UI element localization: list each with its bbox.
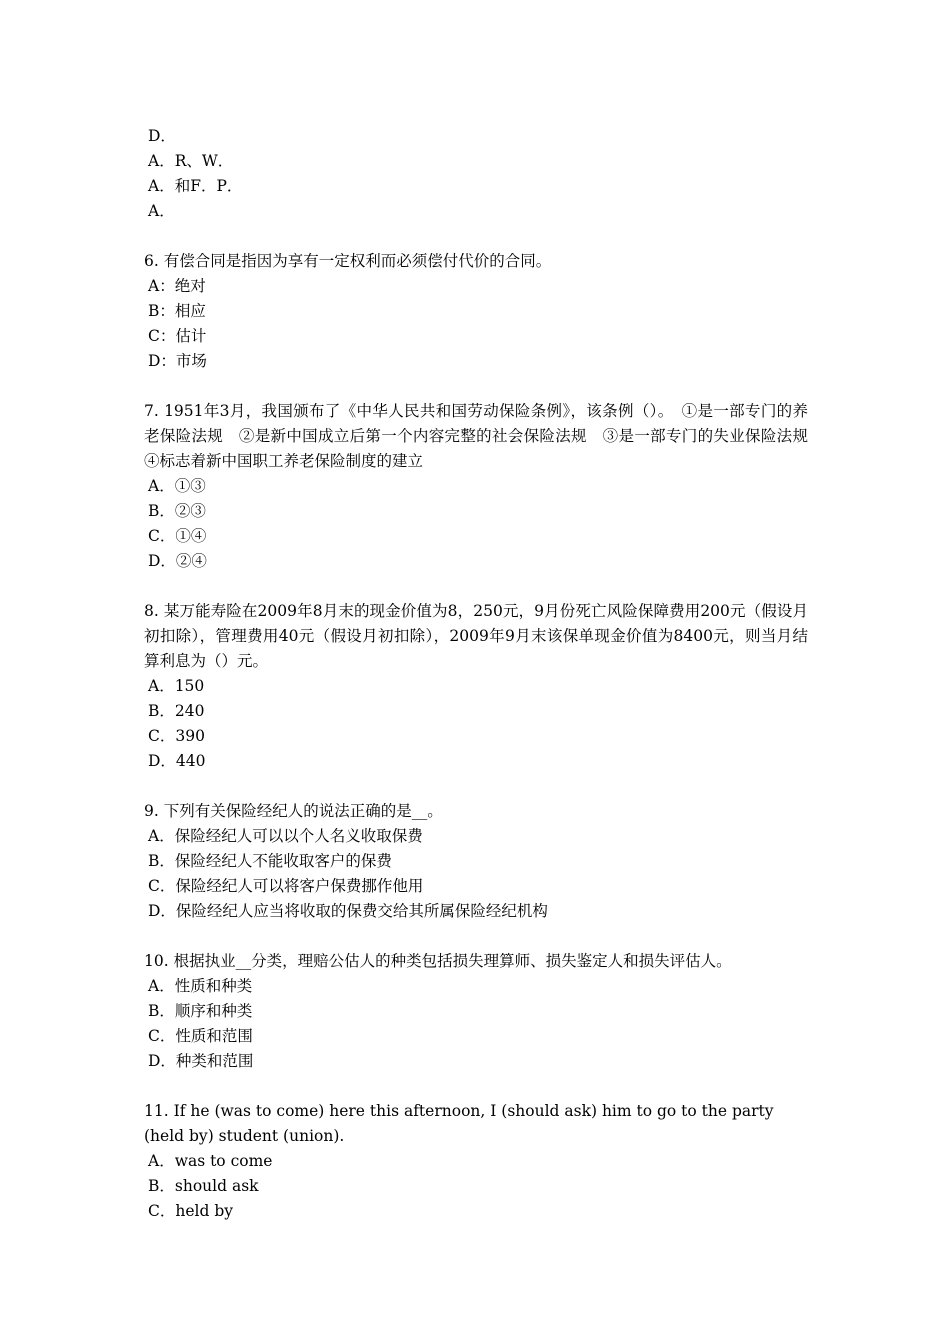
question-number: 10. [144,952,169,970]
spacer [144,574,808,599]
answer-option: D．440 [148,752,206,770]
answer-option: C：估计 [148,327,207,345]
orphan-option: A． [148,202,175,220]
answer-option: A．①③ [148,477,206,495]
answer-option: B．240 [148,702,205,720]
question-9 [144,799,808,924]
answer-option: A．150 [148,677,205,695]
question-stem [144,949,808,974]
question-text: 1951年3月，我国颁布了《中华人民共和国劳动保险条例》，该条例（）。 ①是一部专门的养老保险法规 ②是新中国成立后第一个内容完整的社会保险法规 ③是一部专门的失业保险法规 ④标志着新中国职工养老保险制度的建立 [144,402,824,470]
question-8 [144,599,808,774]
question-number: 9. [144,802,159,820]
answer-option: A．性质和种类 [148,977,253,995]
answer-option: C．保险经纪人可以将客户保费挪作他用 [148,877,424,895]
orphan-option: A．和F．P． [148,177,243,195]
answer-option: B：相应 [148,302,206,320]
spacer [144,374,808,399]
spacer [144,774,808,799]
spacer [144,1074,808,1099]
document-body [144,124,824,1224]
spacer [144,924,808,949]
question-10 [144,949,808,1074]
answer-option: D．保险经纪人应当将收取的保费交给其所属保险经纪机构 [148,902,548,920]
question-11 [144,1099,808,1224]
answer-option: B．顺序和种类 [148,1002,253,1020]
question-text: 根据执业__分类，理赔公估人的种类包括损失理算师、损失鉴定人和损失评估人。 [173,952,732,970]
answer-option: D．②④ [148,552,207,570]
answer-option: C．性质和范围 [148,1027,253,1045]
orphan-option: A．R、W． [148,152,234,170]
question-number: 7. [144,402,159,420]
question-stem [144,249,808,274]
answer-option: C．390 [148,727,205,745]
question-number: 8. [144,602,159,620]
answer-option: C．①④ [148,527,207,545]
orphan-options-block [144,124,808,224]
question-number: 6. [144,252,159,270]
orphan-option: D． [148,127,176,145]
question-text: 有偿合同是指因为享有一定权利而必须偿付代价的合同。 [163,252,552,270]
answer-option: A．保险经纪人可以以个人名义收取保费 [148,827,423,845]
spacer [144,224,808,249]
question-stem [144,399,824,474]
question-number: 11. [144,1102,169,1120]
question-7 [144,399,824,574]
question-stem [144,1099,808,1149]
answer-option: A．was to come [148,1152,273,1170]
question-stem [144,599,808,674]
question-6 [144,249,808,374]
question-text: 某万能寿险在2009年8月末的现金价值为8，250元，9月份死亡风险保障费用200元（假设月初扣除），管理费用40元（假设月初扣除），2009年9月末该保单现金价值为8400元，则当月结算利息为（）元。 [144,602,808,670]
answer-option: B．保险经纪人不能收取客户的保费 [148,852,392,870]
answer-option: D．种类和范围 [148,1052,254,1070]
answer-option: D：市场 [148,352,207,370]
answer-option: B．②③ [148,502,206,520]
question-text: 下列有关保险经纪人的说法正确的是__。 [163,802,443,820]
answer-option: A：绝对 [148,277,206,295]
question-stem [144,799,808,824]
answer-option: B．should ask [148,1177,259,1195]
answer-option: C．held by [148,1202,234,1220]
question-text: If he (was to come) here this afternoon, I (should ask) him to go to the party (held by) student (union). [144,1102,774,1145]
